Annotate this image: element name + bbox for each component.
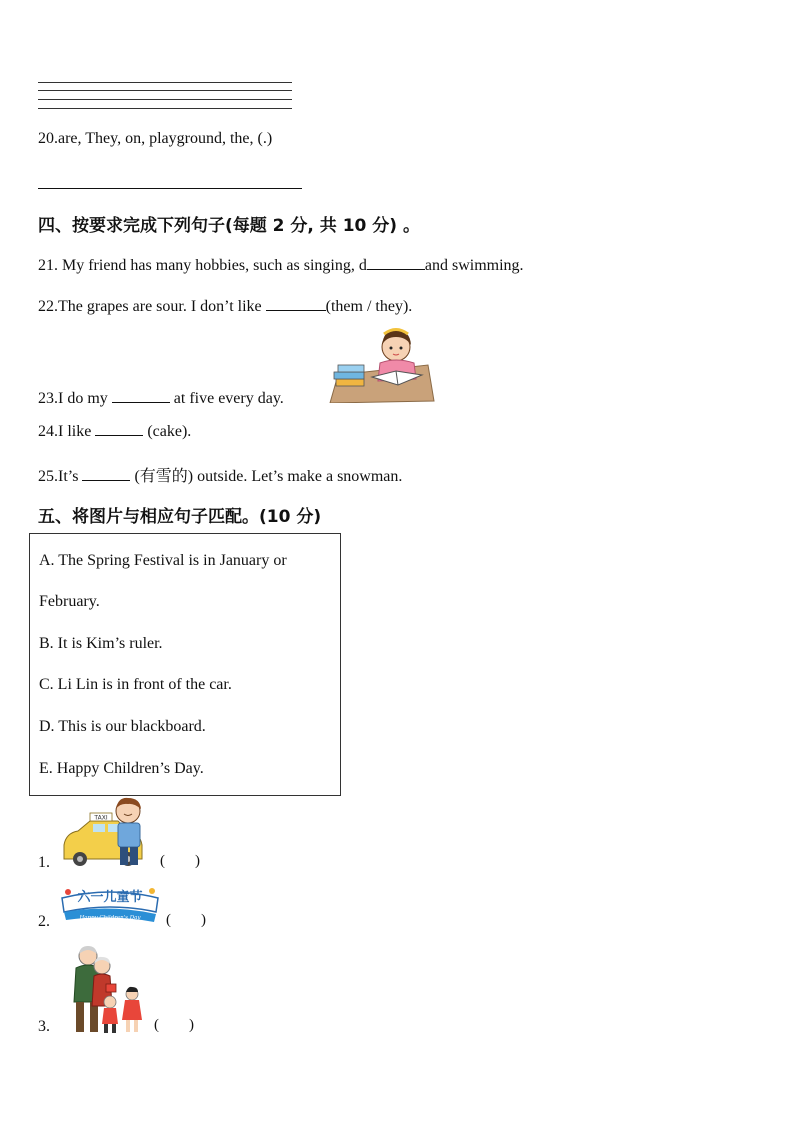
blank-25[interactable] xyxy=(82,466,130,481)
writing-line-3 xyxy=(38,99,292,100)
answer-paren-1[interactable]: ( ) xyxy=(160,853,200,869)
options-box xyxy=(29,533,341,796)
blank-21[interactable] xyxy=(367,255,425,270)
option-d: D. This is our blackboard. xyxy=(39,718,206,735)
section-4-heading: 四、按要求完成下列句子(每题 2 分, 共 10 分) 。 xyxy=(38,216,420,236)
question-21-tail: and swimming. xyxy=(424,257,524,274)
blank-22[interactable] xyxy=(266,296,326,311)
match-number-3: 3. xyxy=(38,1018,50,1035)
question-25-text: 25.It’s xyxy=(38,468,83,485)
girl-homework-illustration xyxy=(328,325,436,403)
option-a-line-2: February. xyxy=(39,593,100,610)
question-22 xyxy=(38,296,412,316)
answer-paren-2[interactable]: ( ) xyxy=(166,912,206,928)
question-21 xyxy=(38,255,524,275)
question-20: 20.are, They, on, playground, the, (.) xyxy=(38,130,273,147)
section-5-heading: 五、将图片与相应句子匹配。(10 分) xyxy=(38,507,322,527)
banner-subtitle-text: Happy Children's Day xyxy=(79,915,141,921)
question-24-text: 24.I like xyxy=(38,423,96,440)
option-e: E. Happy Children’s Day. xyxy=(39,760,204,777)
question-23 xyxy=(38,388,284,408)
option-a-line-1: A. The Spring Festival is in January or xyxy=(39,552,287,569)
question-24-tail: (cake). xyxy=(143,423,192,440)
question-23-tail: at five every day. xyxy=(169,390,284,407)
family-new-year-illustration xyxy=(60,944,148,1036)
blank-24[interactable] xyxy=(95,421,143,436)
option-c: C. Li Lin is in front of the car. xyxy=(39,676,232,693)
question-22-text: 22.The grapes are sour. I don’t like xyxy=(38,298,266,315)
writing-line-4 xyxy=(38,108,292,109)
match-number-2: 2. xyxy=(38,913,50,930)
question-24 xyxy=(38,421,191,441)
answer-line-20[interactable] xyxy=(38,188,302,189)
taxi-sign-text: TAXI xyxy=(94,814,108,822)
boy-taxi-illustration xyxy=(60,797,154,869)
question-25-tail: (有雪的) outside. Let’s make a snowman. xyxy=(130,468,403,485)
banner-title-text: 六一儿童节 xyxy=(77,890,143,905)
question-21-text: 21. My friend has many hobbies, such as singing, d xyxy=(38,257,367,274)
childrens-day-banner-illustration xyxy=(60,884,160,926)
question-22-tail: (them / they). xyxy=(325,298,413,315)
writing-line-1 xyxy=(38,82,292,83)
question-23-text: 23.I do my xyxy=(38,390,112,407)
writing-line-2 xyxy=(38,90,292,91)
blank-23[interactable] xyxy=(112,388,170,403)
question-25 xyxy=(38,463,402,486)
match-number-1: 1. xyxy=(38,854,50,871)
option-b: B. It is Kim’s ruler. xyxy=(39,635,163,652)
answer-paren-3[interactable]: ( ) xyxy=(154,1017,194,1033)
